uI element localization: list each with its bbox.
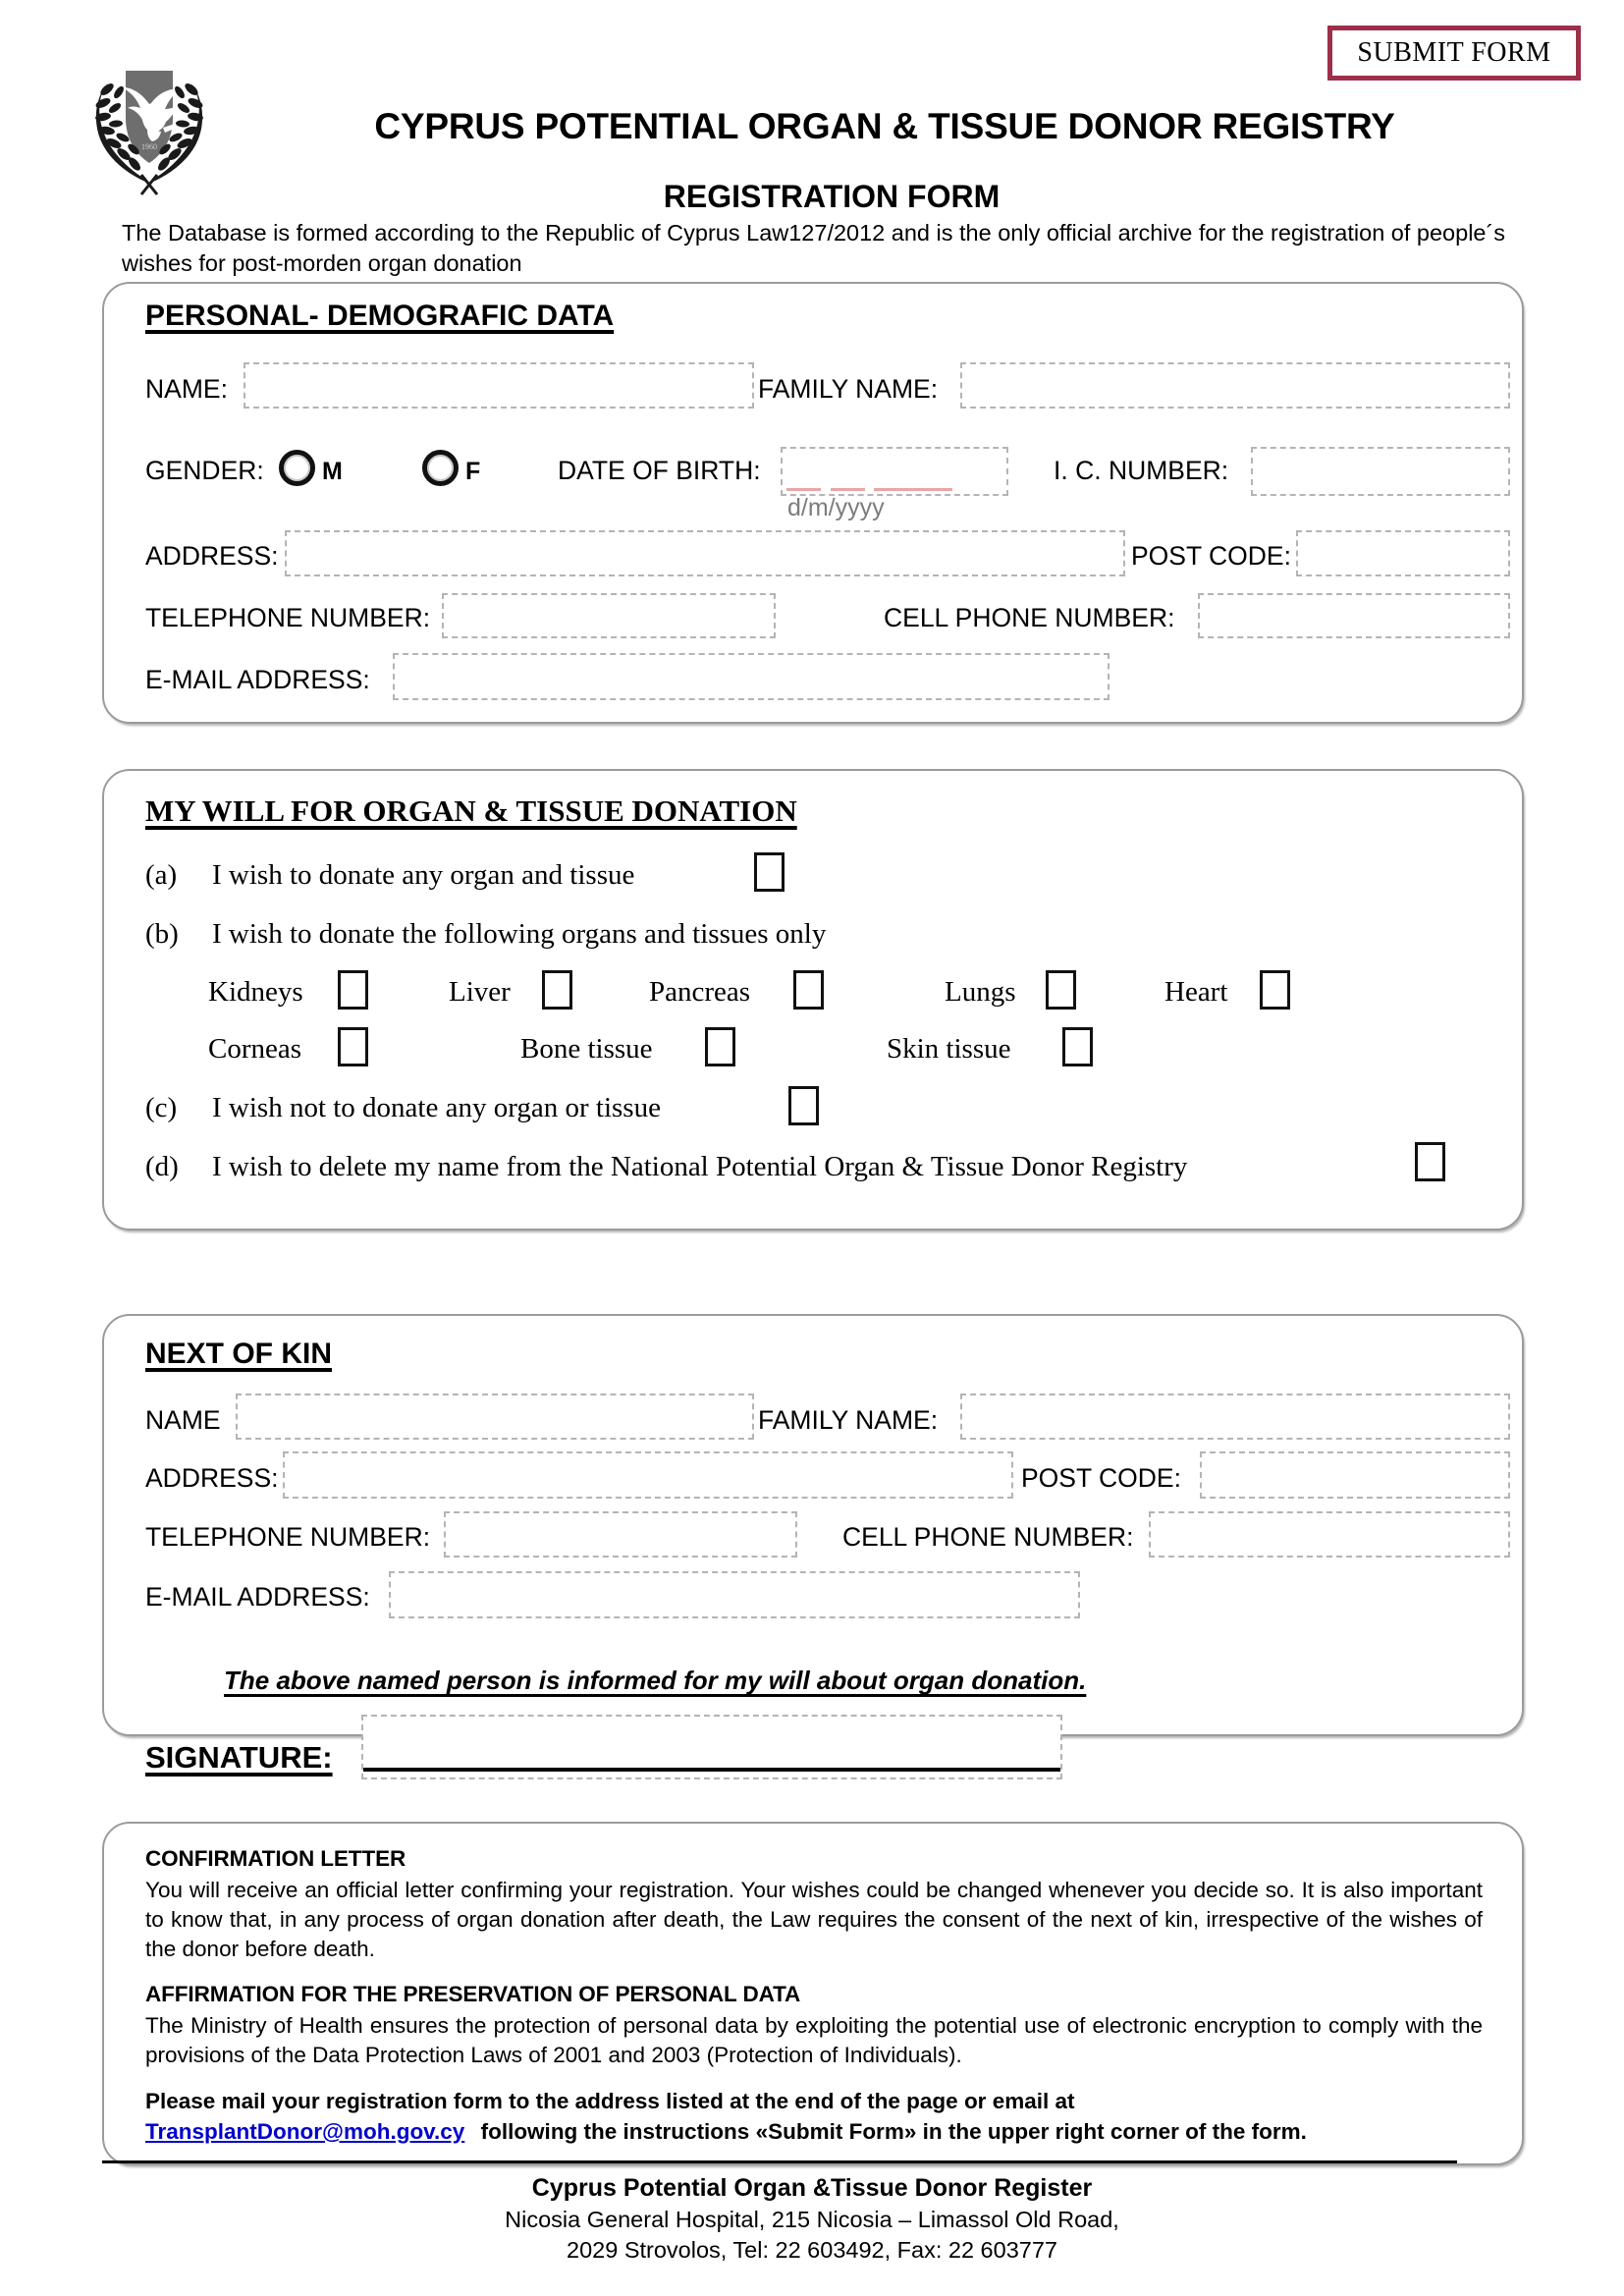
name-label: NAME: [145,374,228,404]
dob-month-segment [831,488,865,491]
will-option-c-marker: (c) [145,1092,178,1123]
will-option-a-marker: (a) [145,859,178,891]
footer-line-3: 2029 Strovolos, Tel: 22 603492, Fax: 22 603777 [567,2237,1057,2263]
svg-text:1960: 1960 [141,142,157,151]
kin-address-label: ADDRESS: [145,1463,279,1493]
footer-line-2: Nicosia General Hospital, 215 Nicosia – Limassol Old Road, [505,2207,1119,2232]
will-option-d-marker: (d) [145,1151,179,1182]
email-input[interactable] [393,653,1110,700]
organ-heart-label: Heart [1164,976,1228,1008]
gender-label: GENDER: [145,456,264,485]
organ-lungs-label: Lungs [945,976,1016,1008]
footer-line-1: Cyprus Potential Organ &Tissue Donor Register [531,2174,1093,2202]
organ-kidneys-label: Kidneys [208,976,303,1008]
page-title: CYPRUS POTENTIAL ORGAN & TISSUE DONOR REGISTRY [374,106,1395,146]
address-label: ADDRESS: [145,541,279,571]
footer-divider [102,2160,1457,2163]
organ-skin-tissue-label: Skin tissue [887,1033,1011,1065]
date-of-birth-hint: d/m/yyyy [787,494,885,521]
gender-male-label: M [322,458,343,485]
kin-telephone-input[interactable] [444,1511,797,1558]
ic-number-label: I. C. NUMBER: [1054,456,1229,485]
will-option-a-checkbox[interactable] [754,852,785,892]
date-of-birth-label: DATE OF BIRTH: [558,456,761,485]
will-option-b-marker: (b) [145,918,179,950]
email-label: E-MAIL ADDRESS: [145,665,370,694]
next-of-kin-heading: NEXT OF KIN [145,1338,333,1370]
organ-skin-tissue-checkbox[interactable] [1062,1027,1093,1066]
cell-phone-label: CELL PHONE NUMBER: [884,603,1175,632]
family-name-label: FAMILY NAME: [758,374,939,404]
kin-cell-phone-label: CELL PHONE NUMBER: [842,1522,1134,1552]
organ-corneas-label: Corneas [208,1033,302,1065]
personal-data-heading: PERSONAL- DEMOGRAFIC DATA [145,300,615,332]
organ-bone-tissue-checkbox[interactable] [705,1027,735,1066]
dob-year-segment [874,488,952,491]
organ-liver-checkbox[interactable] [542,970,572,1010]
kin-address-input[interactable] [283,1451,1013,1499]
kin-family-name-label: FAMILY NAME: [758,1405,939,1435]
telephone-label: TELEPHONE NUMBER: [145,603,431,632]
organ-lungs-checkbox[interactable] [1046,970,1076,1010]
kin-email-label: E-MAIL ADDRESS: [145,1582,370,1612]
cell-phone-input[interactable] [1198,593,1510,638]
submit-form-button[interactable] [1327,26,1581,81]
gender-female-radio[interactable] [422,450,459,486]
organ-pancreas-label: Pancreas [649,976,751,1008]
kin-post-code-input[interactable] [1200,1451,1510,1499]
confirmation-letter-body: You will receive an official letter confirming your registration. Your wishes could be changed whenever you decide so. It is also important to know that, in any process of organ donation after death, the Law requires the consent of the next of kin, irrespective of the wishes of the donor before death. [145,1878,1483,1962]
affirmation-heading: AFFIRMATION FOR THE PRESERVATION OF PERSONAL DATA [145,1982,801,2006]
signature-label: SIGNATURE: [145,1740,333,1775]
kin-telephone-label: TELEPHONE NUMBER: [145,1522,431,1552]
kin-name-input[interactable] [236,1394,754,1440]
kin-name-label: NAME [145,1405,221,1435]
telephone-input[interactable] [442,593,776,638]
organ-pancreas-checkbox[interactable] [793,970,824,1010]
submit-form-label: SUBMIT FORM [1357,37,1551,68]
mail-instruction-tail: following the instructions «Submit Form» in the upper right corner of the form. [480,2119,1307,2144]
signature-line [363,1768,1060,1772]
will-option-b-text: I wish to donate the following organs and tissues only [212,918,827,950]
organ-heart-checkbox[interactable] [1260,970,1290,1010]
post-code-label: POST CODE: [1131,541,1291,571]
intro-paragraph: The Database is formed according to the Republic of Cyprus Law127/2012 and is the only official archive for the registration of people´s wishes for post-morden organ donation [122,220,1506,277]
post-code-input[interactable] [1296,530,1510,576]
family-name-input[interactable] [960,362,1510,409]
will-option-c-checkbox[interactable] [788,1086,819,1125]
ic-number-input[interactable] [1251,447,1510,496]
mail-instruction-line: Please mail your registration form to the address listed at the end of the page or email at [145,2089,1075,2113]
gender-female-label: F [465,458,481,485]
name-input[interactable] [244,362,754,409]
organ-bone-tissue-label: Bone tissue [520,1033,653,1065]
affirmation-body: The Ministry of Health ensures the protection of personal data by exploiting the potential use of electronic encryption to comply with the provisions of the Data Protection Laws of 2001 and 2003 (Protection of Individuals). [145,2013,1483,2068]
organ-liver-label: Liver [449,976,511,1008]
gender-male-radio[interactable] [279,450,315,486]
will-option-d-text: I wish to delete my name from the National Potential Organ & Tissue Donor Registry [212,1151,1188,1182]
transplant-donor-email-link[interactable]: TransplantDonor@moh.gov.cy [145,2119,465,2144]
kin-family-name-input[interactable] [960,1394,1510,1440]
organ-kidneys-checkbox[interactable] [338,970,368,1010]
page-subtitle: REGISTRATION FORM [663,179,1001,214]
confirmation-letter-heading: CONFIRMATION LETTER [145,1846,406,1871]
will-option-d-checkbox[interactable] [1415,1142,1445,1181]
informed-statement: The above named person is informed for my will about organ donation. [224,1666,1087,1695]
organ-corneas-checkbox[interactable] [338,1027,368,1066]
kin-email-input[interactable] [389,1571,1080,1618]
will-heading: MY WILL FOR ORGAN & TISSUE DONATION [145,793,797,828]
kin-cell-phone-input[interactable] [1149,1511,1510,1558]
dob-day-segment [786,488,821,491]
kin-post-code-label: POST CODE: [1021,1463,1181,1493]
will-option-c-text: I wish not to donate any organ or tissue [212,1092,661,1123]
will-option-a-text: I wish to donate any organ and tissue [212,859,635,891]
address-input[interactable] [285,530,1125,576]
